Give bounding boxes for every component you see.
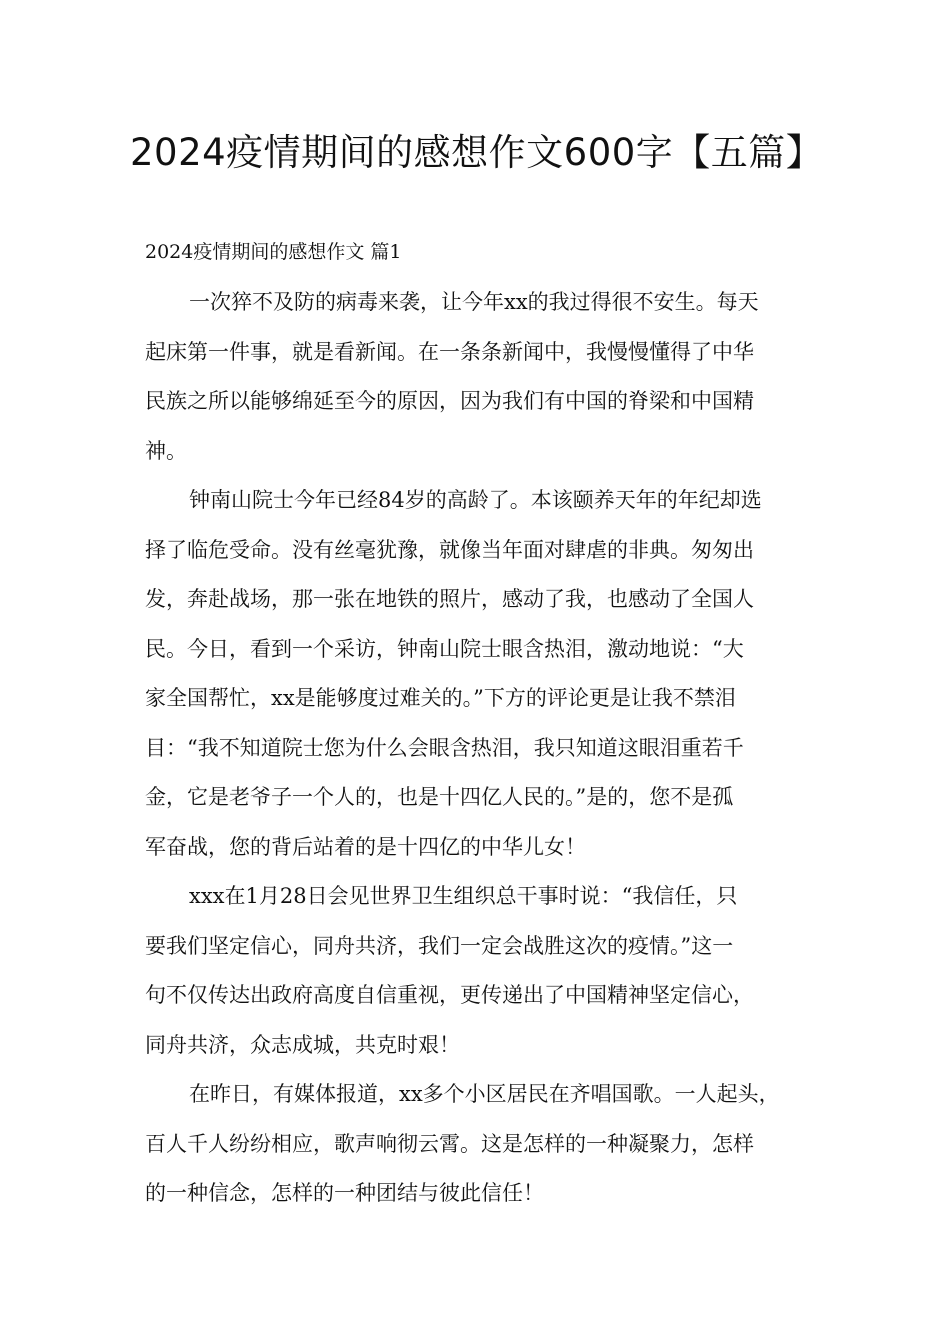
text-line: 择了临危受命。没有丝毫犹豫，就像当年面对肆虐的非典。匆匆出 [145, 537, 754, 562]
text-line: 钟南山院士今年已经84岁的高龄了。本该颐养天年的年纪却选 [189, 488, 762, 512]
paragraph [145, 476, 820, 872]
text-line: 发，奔赴战场，那一张在地铁的照片，感动了我，也感动了全国人 [145, 587, 754, 611]
text-line: 民。今日，看到一个采访，钟南山院士眼含热泪，激动地说：“大 [145, 636, 744, 661]
document-body [145, 278, 820, 1219]
section-heading: 2024疫情期间的感想作文 篇1 [145, 241, 402, 263]
paragraph [145, 872, 820, 1070]
text-line: 金，它是老爷子一个人的，也是十四亿人民的。”是的，您不是孤 [145, 785, 734, 809]
text-line: 一次猝不及防的病毒来袭，让今年xx的我过得很不安生。每天 [189, 290, 759, 314]
text-line: 要我们坚定信心，同舟共济，我们一定会战胜这次的疫情。”这一 [145, 933, 734, 958]
text-line: 的一种信念，怎样的一种团结与彼此信任！ [145, 1181, 544, 1205]
text-line: 百人千人纷纷相应，歌声响彻云霄。这是怎样的一种凝聚力，怎样 [145, 1131, 754, 1156]
text-line: 同舟共济，众志成城，共克时艰！ [145, 1032, 460, 1057]
text-line: 神。 [145, 438, 187, 463]
paragraph [145, 278, 820, 476]
text-line: 民族之所以能够绵延至今的原因，因为我们有中国的脊梁和中国精 [145, 389, 754, 413]
text-line: 军奋战，您的背后站着的是十四亿的中华儿女！ [145, 834, 586, 859]
text-line: 句不仅传达出政府高度自信重视，更传递出了中国精神坚定信心， [145, 983, 754, 1007]
text-line: 起床第一件事，就是看新闻。在一条条新闻中，我慢慢懂得了中华 [145, 339, 754, 364]
text-line: 目：“我不知道院士您为什么会眼含热泪，我只知道这眼泪重若千 [145, 735, 744, 760]
text-line: 家全国帮忙，xx是能够度过难关的。”下方的评论更是让我不禁泪 [145, 686, 736, 710]
text-line: xxx在1月28日会见世界卫生组织总干事时说：“我信任，只 [189, 884, 738, 908]
text-line: 在昨日，有媒体报道，xx多个小区居民在齐唱国歌。一人起头， [189, 1082, 780, 1106]
document-title: 2024疫情期间的感想作文600字【五篇】 [130, 131, 824, 174]
paragraph [145, 1070, 820, 1219]
